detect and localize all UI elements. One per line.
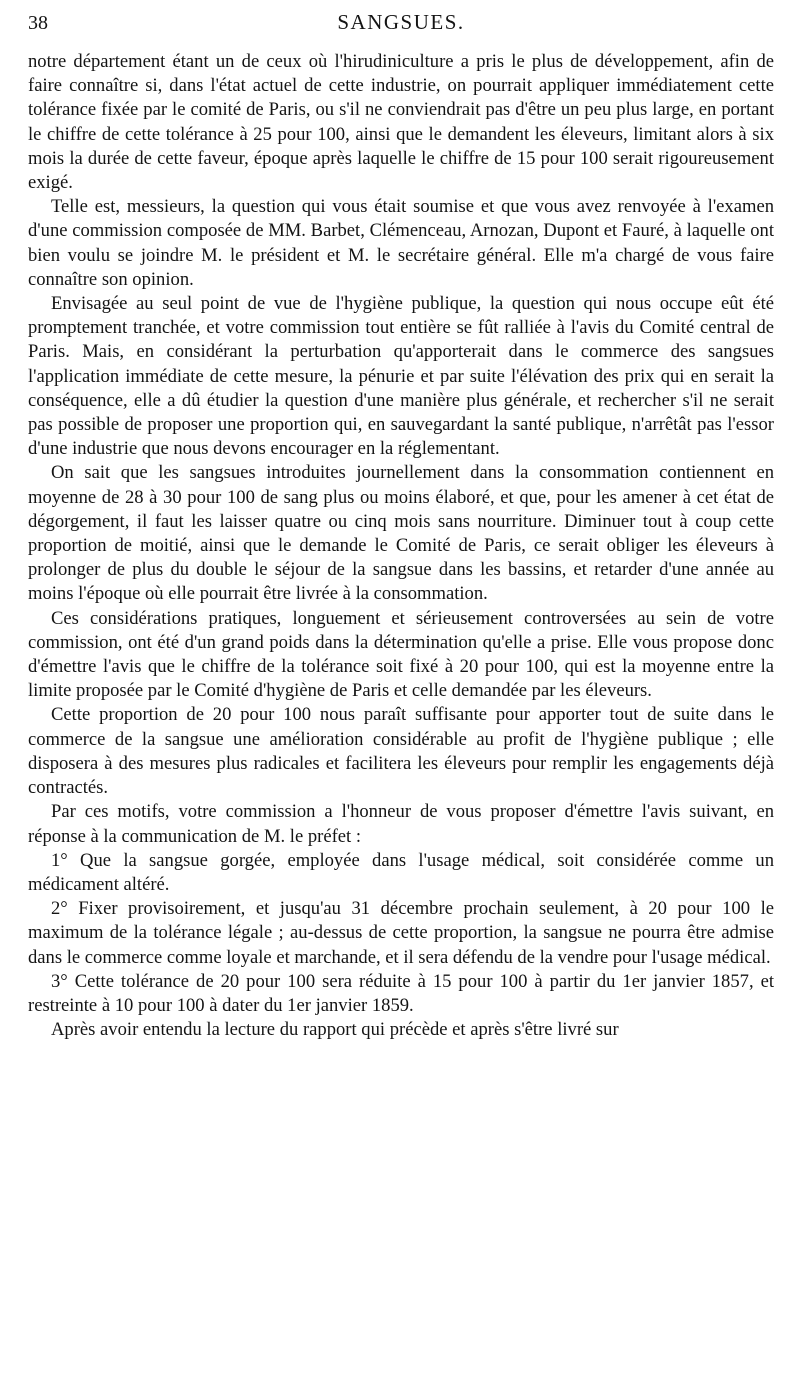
paragraph-question: Telle est, messieurs, la question qui vous était soumise et que vous avez renvoyée à l'examen d'une commission composée de MM. Barbet, Clémenceau, Arnozan, Dupont et Fauré, à laquelle ont bien voulu se joindre M. le président et M. le secrétaire général. Elle m'a chargé de vous faire connaître son opinion. xyxy=(28,196,774,290)
paragraph-continuation: notre département étant un de ceux où l'hirudiniculture a pris le plus de développement, afin de faire connaître si, dans l'état actuel de cette industrie, on pourrait appliquer immédiatement cette tolérance fixée par le comité de Paris, ou s'il ne conviendrait pas d'être un peu plus large, en portant le chiffre de cette tolérance à 25 pour 100, ainsi que le demandent les éleveurs, limitant alors à six mois la durée de cette faveur, époque après laquelle le chiffre de 15 pour 100 serait rigoureusement exigé. xyxy=(28,51,774,194)
paragraph-motives: Par ces motifs, votre commission a l'honneur de vous proposer d'émettre l'avis suivant, en réponse à la communication de M. le préfet : xyxy=(28,801,774,847)
paragraph-hygiene: Envisagée au seul point de vue de l'hygiène publique, la question qui nous occupe eût été promptement tranchée, et votre commission tout entière se fût ralliée à l'avis du Comité central de Paris. Mais, en considérant la perturbation qu'apporterait dans le commerce des sangsues l'application immédiate de cette mesure, la pénurie et par suite l'élévation des prix qui en serait la conséquence, elle a dû étudier la question d'une manière plus générale, et rechercher s'il ne serait pas possible de proposer une proportion qui, en sauvegardant la santé publique, n'arrêtât pas l'essor d'une industrie que nous devons encourager en la réglementant. xyxy=(28,293,774,460)
paragraph-proportion: Cette proportion de 20 pour 100 nous paraît suffisante pour apporter tout de suite dans le commerce de la sangsue une amélioration considérable au profit de l'hygiène publique ; elle disposera à des mesures plus radicales et facilitera les éleveurs pour remplir les engagements déjà contractés. xyxy=(28,704,774,799)
paragraph-blood-content: On sait que les sangsues introduites journellement dans la consommation contiennent en moyenne de 28 à 30 pour 100 de sang plus ou moins élaboré, et que, pour les amener à cet état de dégorgement, il faut les laisser quatre ou cinq mois sans nourriture. Diminuer tout à coup cette proportion de moitié, ainsi que le demande le Comité de Paris, ce serait obliger les éleveurs à prolonger de plus du double le séjour de la sangsue dans les bassins, et retarder d'une année au moins l'époque où elle pourrait être livrée à la consommation. xyxy=(28,462,774,605)
running-title: SANGSUES. xyxy=(337,10,465,34)
resolution-item-1: 1° Que la sangsue gorgée, employée dans l'usage médical, soit considérée comme un médicament altéré. xyxy=(28,849,774,895)
paragraph-closing: Après avoir entendu la lecture du rapport qui précède et après s'être livré sur xyxy=(51,1019,619,1041)
body-text xyxy=(28,50,774,1042)
page-header xyxy=(28,10,774,50)
resolution-item-3: 3° Cette tolérance de 20 pour 100 sera réduite à 15 pour 100 à partir du 1er janvier 1857, et restreinte à 10 pour 100 à dater du 1er janvier 1859. xyxy=(28,970,774,1016)
resolution-item-2: 2° Fixer provisoirement, et jusqu'au 31 décembre prochain seulement, à 20 pour 100 le maximum de la tolérance légale ; au-dessus de cette proportion, la sangsue ne pourra être admise dans le commerce comme loyale et marchande, et il sera défendu de la vendre pour l'usage médical. xyxy=(28,898,774,968)
paragraph-considerations: Ces considérations pratiques, longuement et sérieusement controversées au sein de votre commission, ont été d'un grand poids dans la détermination qu'elle a prise. Elle vous propose donc d'émettre l'avis que le chiffre de la tolérance soit fixé à 20 pour 100, qui est la moyenne entre la limite proposée par le Comité d'hygiène de Paris et celle demandée par les éleveurs. xyxy=(28,607,774,702)
page-number: 38 xyxy=(28,12,48,34)
